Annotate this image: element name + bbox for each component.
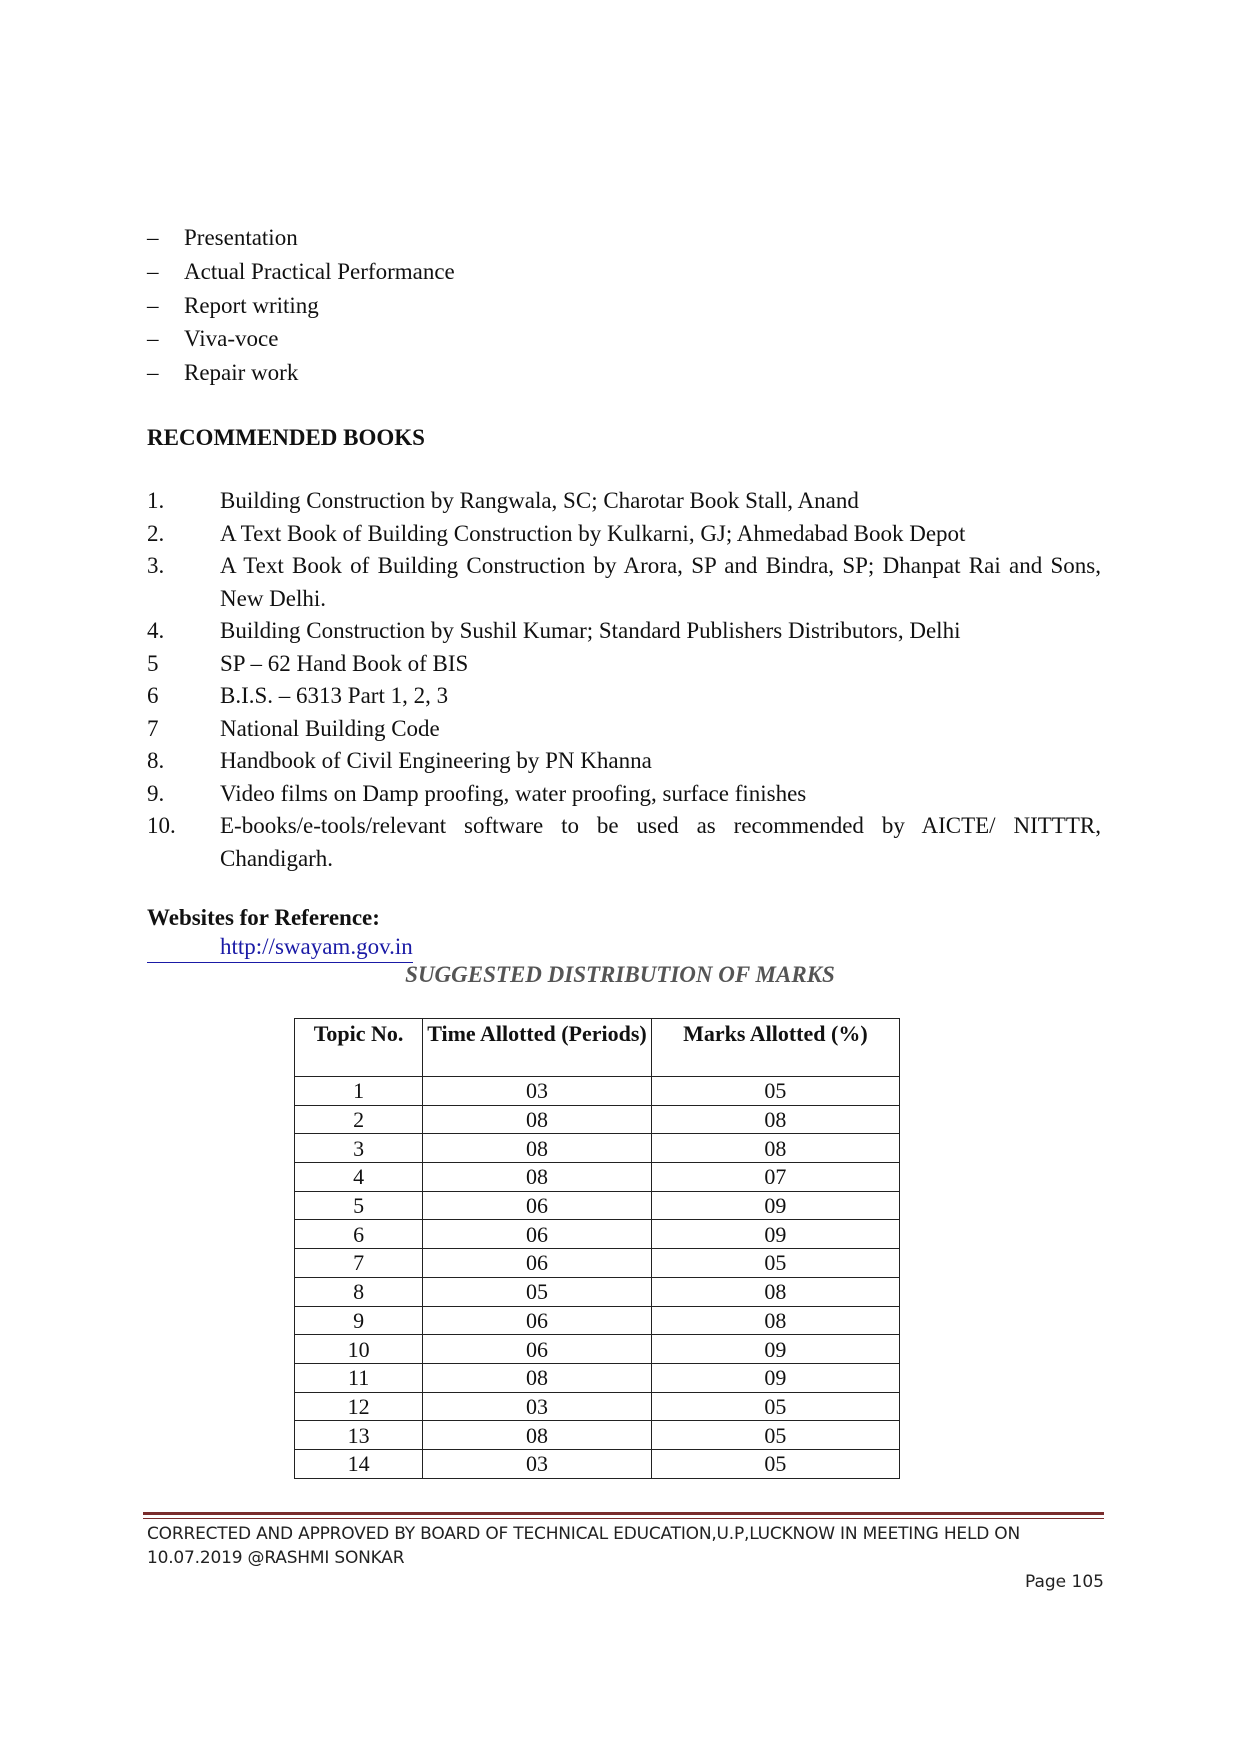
footer-line-2: 10.07.2019 @RASHMI SONKAR bbox=[147, 1548, 405, 1568]
table-row bbox=[295, 1163, 900, 1192]
recommended-books-list bbox=[147, 485, 1101, 875]
footer-text bbox=[147, 1522, 1107, 1570]
header-topic-no: Topic No. bbox=[295, 1019, 423, 1077]
book-text: Building Construction by Sushil Kumar; Standard Publishers Distributors, Delhi bbox=[220, 618, 961, 643]
book-number: 4. bbox=[147, 618, 165, 643]
dash-bullet: – bbox=[147, 292, 159, 318]
book-text: E-books/e-tools/relevant software to be used as recommended by AICTE/ NITTTR, Chandigarh. bbox=[220, 813, 1101, 871]
table-row bbox=[295, 1363, 900, 1392]
list-item-text: Presentation bbox=[184, 225, 298, 250]
time-allotted-cell: 06 bbox=[423, 1335, 652, 1364]
book-item bbox=[147, 745, 1101, 778]
list-item bbox=[147, 221, 455, 255]
time-allotted-cell: 03 bbox=[423, 1077, 652, 1106]
topic-no-cell: 10 bbox=[295, 1335, 423, 1364]
book-number: 5 bbox=[147, 650, 159, 676]
table-row bbox=[295, 1277, 900, 1306]
table-row bbox=[295, 1249, 900, 1278]
list-item bbox=[147, 356, 455, 390]
topic-no-cell: 14 bbox=[295, 1449, 423, 1478]
book-number: 2. bbox=[147, 520, 165, 546]
table-row bbox=[295, 1134, 900, 1163]
footer-line-1: CORRECTED AND APPROVED BY BOARD OF TECHNICAL EDUCATION,U.P,LUCKNOW IN MEETING HELD ON bbox=[147, 1524, 1021, 1544]
footer-rule bbox=[143, 1512, 1104, 1515]
time-allotted-cell: 08 bbox=[423, 1163, 652, 1192]
topic-no-cell: 5 bbox=[295, 1191, 423, 1220]
book-item bbox=[147, 648, 1101, 681]
book-text: A Text Book of Building Construction by Arora, SP and Bindra, SP; Dhanpat Rai and Sons, New Delhi. bbox=[220, 553, 1101, 611]
time-allotted-cell: 06 bbox=[423, 1220, 652, 1249]
list-item-text: Actual Practical Performance bbox=[184, 258, 455, 284]
table-row bbox=[295, 1220, 900, 1249]
book-number: 3. bbox=[147, 553, 165, 578]
topic-no-cell: 9 bbox=[295, 1306, 423, 1335]
table-row bbox=[295, 1306, 900, 1335]
book-text: SP – 62 Hand Book of BIS bbox=[220, 650, 469, 676]
book-number: 7 bbox=[147, 715, 159, 741]
book-number: 9. bbox=[147, 780, 165, 806]
topic-no-cell: 8 bbox=[295, 1277, 423, 1306]
book-item bbox=[147, 680, 1101, 713]
time-allotted-cell: 06 bbox=[423, 1306, 652, 1335]
marks-allotted-cell: 09 bbox=[651, 1220, 899, 1249]
footer-rule-thin bbox=[143, 1518, 1104, 1519]
book-text: A Text Book of Building Construction by Kulkarni, GJ; Ahmedabad Book Depot bbox=[220, 520, 966, 546]
topic-no-cell: 7 bbox=[295, 1249, 423, 1278]
book-number: 10. bbox=[147, 813, 176, 838]
table-row bbox=[295, 1335, 900, 1364]
book-item bbox=[147, 615, 1101, 648]
assessment-list bbox=[147, 221, 455, 390]
table-header-row bbox=[295, 1019, 900, 1077]
header-time-allotted: Time Allotted (Periods) bbox=[423, 1019, 652, 1077]
book-number: 8. bbox=[147, 748, 165, 773]
header-marks-allotted: Marks Allotted (%) bbox=[651, 1019, 899, 1077]
topic-no-cell: 1 bbox=[295, 1077, 423, 1106]
marks-allotted-cell: 09 bbox=[651, 1191, 899, 1220]
marks-allotted-cell: 08 bbox=[651, 1277, 899, 1306]
table-row bbox=[295, 1077, 900, 1106]
book-number: 1. bbox=[147, 488, 165, 513]
marks-allotted-cell: 08 bbox=[651, 1306, 899, 1335]
list-item-text: Viva-voce bbox=[184, 326, 279, 352]
swayam-link[interactable]: http://swayam.gov.in bbox=[147, 932, 413, 963]
distribution-title: SUGGESTED DISTRIBUTION OF MARKS bbox=[405, 962, 835, 987]
topic-no-cell: 13 bbox=[295, 1421, 423, 1450]
topic-no-cell: 6 bbox=[295, 1220, 423, 1249]
topic-no-cell: 12 bbox=[295, 1392, 423, 1421]
list-item bbox=[147, 289, 455, 323]
time-allotted-cell: 03 bbox=[423, 1449, 652, 1478]
topic-no-cell: 4 bbox=[295, 1163, 423, 1192]
marks-allotted-cell: 05 bbox=[651, 1249, 899, 1278]
book-text: Handbook of Civil Engineering by PN Khanna bbox=[220, 748, 652, 773]
topic-no-cell: 3 bbox=[295, 1134, 423, 1163]
book-item bbox=[147, 550, 1101, 615]
time-allotted-cell: 03 bbox=[423, 1392, 652, 1421]
book-item bbox=[147, 810, 1101, 875]
time-allotted-cell: 06 bbox=[423, 1249, 652, 1278]
dash-bullet: – bbox=[147, 326, 159, 352]
recommended-books-heading: RECOMMENDED BOOKS bbox=[147, 425, 425, 450]
book-number: 6 bbox=[147, 683, 159, 708]
list-item-text: Repair work bbox=[184, 360, 299, 385]
list-item bbox=[147, 322, 455, 356]
marks-allotted-cell: 05 bbox=[651, 1421, 899, 1450]
marks-allotted-cell: 05 bbox=[651, 1392, 899, 1421]
websites-heading: Websites for Reference: bbox=[147, 905, 380, 930]
time-allotted-cell: 06 bbox=[423, 1191, 652, 1220]
time-allotted-cell: 08 bbox=[423, 1134, 652, 1163]
list-item-text: Report writing bbox=[184, 292, 319, 318]
topic-no-cell: 11 bbox=[295, 1363, 423, 1392]
time-allotted-cell: 08 bbox=[423, 1363, 652, 1392]
book-item bbox=[147, 485, 1101, 518]
marks-allotted-cell: 05 bbox=[651, 1077, 899, 1106]
marks-distribution-table bbox=[294, 1018, 900, 1479]
marks-allotted-cell: 07 bbox=[651, 1163, 899, 1192]
book-text: Building Construction by Rangwala, SC; Charotar Book Stall, Anand bbox=[220, 488, 859, 513]
book-item bbox=[147, 713, 1101, 746]
dash-bullet: – bbox=[147, 225, 159, 250]
table-body bbox=[295, 1077, 900, 1479]
list-item bbox=[147, 255, 455, 289]
table-row bbox=[295, 1191, 900, 1220]
table-row bbox=[295, 1392, 900, 1421]
time-allotted-cell: 08 bbox=[423, 1105, 652, 1134]
book-item bbox=[147, 518, 1101, 551]
dash-bullet: – bbox=[147, 258, 159, 284]
marks-allotted-cell: 08 bbox=[651, 1105, 899, 1134]
book-text: National Building Code bbox=[220, 715, 440, 741]
dash-bullet: – bbox=[147, 360, 159, 385]
table-row bbox=[295, 1105, 900, 1134]
marks-allotted-cell: 09 bbox=[651, 1335, 899, 1364]
table-row bbox=[295, 1421, 900, 1450]
table-row bbox=[295, 1449, 900, 1478]
time-allotted-cell: 05 bbox=[423, 1277, 652, 1306]
book-text: B.I.S. – 6313 Part 1, 2, 3 bbox=[220, 683, 449, 708]
page-number: Page 105 bbox=[1024, 1572, 1104, 1592]
time-allotted-cell: 08 bbox=[423, 1421, 652, 1450]
marks-allotted-cell: 05 bbox=[651, 1449, 899, 1478]
marks-allotted-cell: 09 bbox=[651, 1363, 899, 1392]
marks-allotted-cell: 08 bbox=[651, 1134, 899, 1163]
book-item bbox=[147, 778, 1101, 811]
topic-no-cell: 2 bbox=[295, 1105, 423, 1134]
book-text: Video films on Damp proofing, water proofing, surface finishes bbox=[220, 780, 807, 806]
